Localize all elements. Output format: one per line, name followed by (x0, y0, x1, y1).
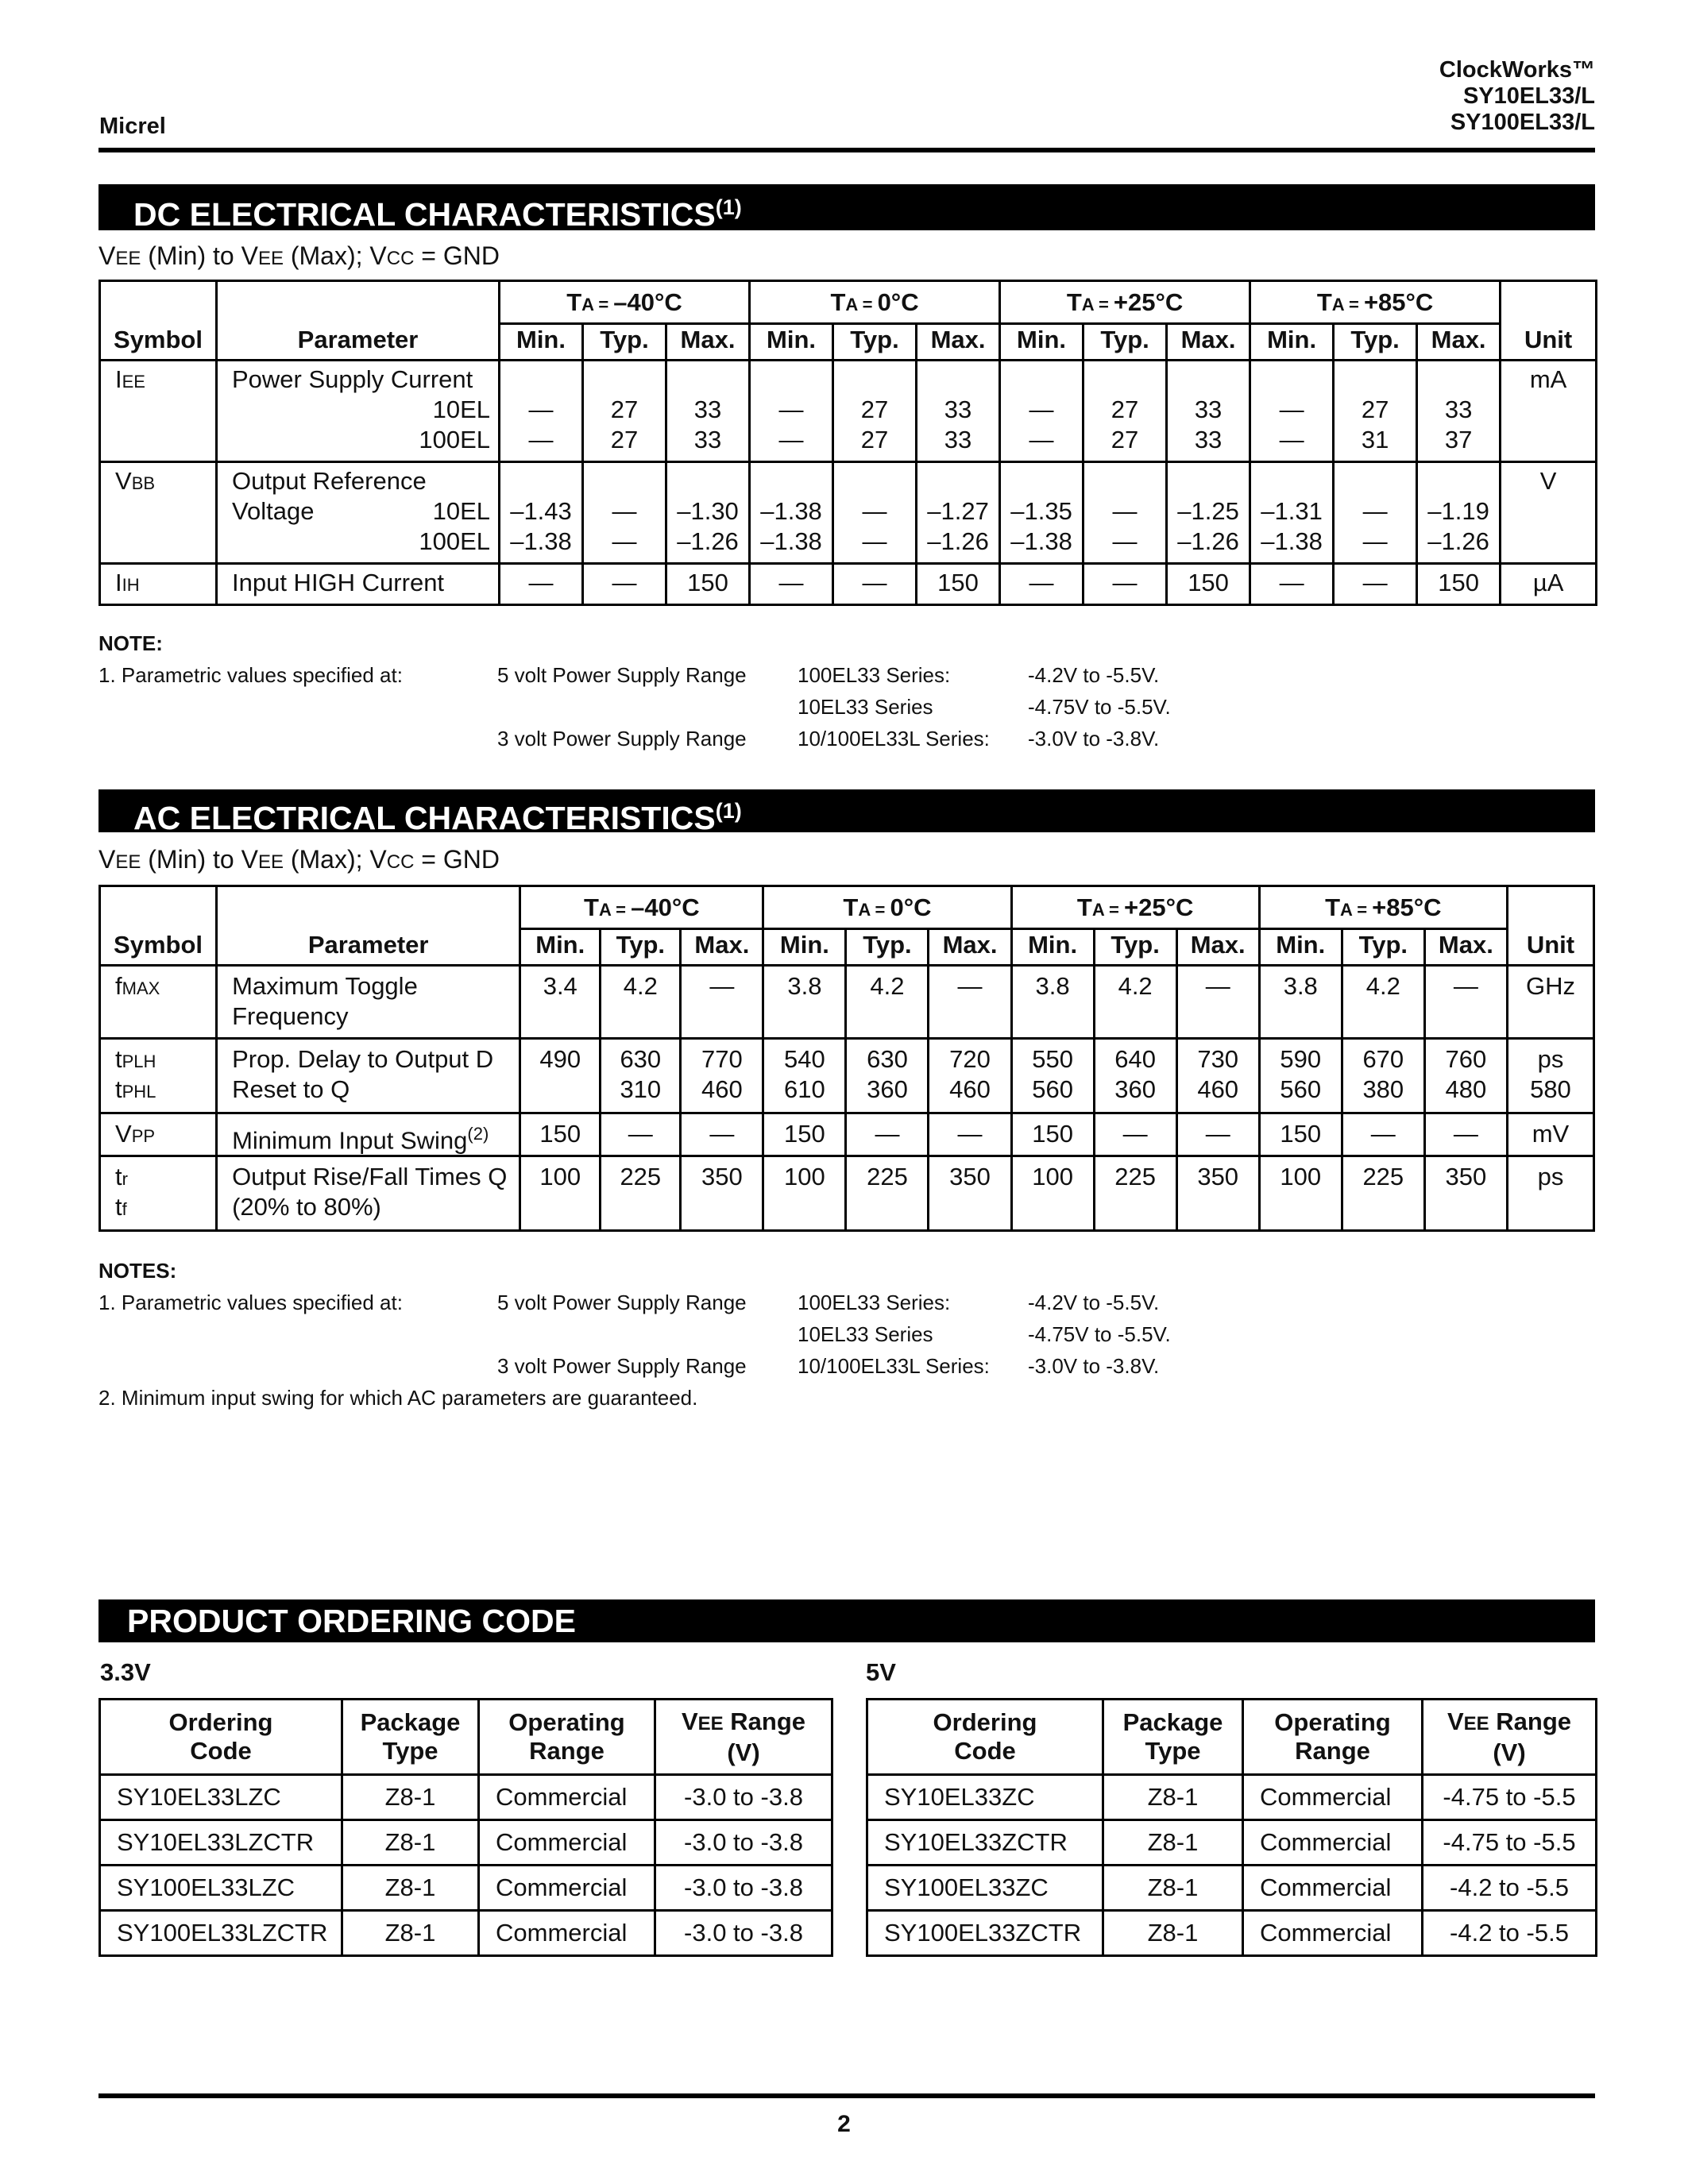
note-1: 1. Parametric values specified at: 5 volt Power Supply Range 100EL33 Series: -4.2V to -5.5V. (98, 1291, 1160, 1314)
package-type-cell: Z8-1 (342, 1866, 479, 1911)
value-cell: 150 (1259, 1113, 1342, 1156)
ordering-code-cell: SY10EL33LZC (100, 1775, 342, 1820)
value-cell: — (1176, 1113, 1259, 1156)
footer-rule (98, 2093, 1595, 2098)
col-header-parameter: Parameter (217, 281, 500, 361)
vee-range-cell: -4.75 to -5.5 (1423, 1775, 1597, 1820)
col-header-min: Min. (520, 929, 601, 966)
value-cell: –1.27 –1.26 (917, 462, 1000, 564)
value-cell: 150 (1167, 564, 1250, 605)
symbol-cell: fMAX (100, 966, 217, 1039)
value-cell: 33 37 (1417, 361, 1501, 462)
value-cell: –1.38 –1.38 (750, 462, 833, 564)
value-cell: — — (1334, 462, 1417, 564)
col-header-temperature: TA = +85°C (1250, 281, 1501, 324)
operating-range-cell: Commercial (1243, 1911, 1423, 1956)
col-header-min: Min. (1250, 324, 1334, 361)
value-cell: 27 27 (833, 361, 917, 462)
col-header-max: Max. (917, 324, 1000, 361)
ordering-code-cell: SY100EL33LZC (100, 1866, 342, 1911)
col-header-max: Max. (1424, 929, 1507, 966)
value-cell: — (750, 564, 833, 605)
value-cell: 225 (1342, 1156, 1424, 1231)
operating-range-cell: Commercial (479, 1866, 655, 1911)
col-header-typ: Typ. (1334, 324, 1417, 361)
parameter-cell: Output Rise/Fall Times Q (20% to 80%) (217, 1156, 520, 1231)
unit-cell: µA (1501, 564, 1597, 605)
value-cell: 150 (520, 1113, 601, 1156)
col-header-max: Max. (666, 324, 750, 361)
col-header-operating-range: Operating Range (1243, 1700, 1423, 1775)
value-cell: 3.8 (1259, 966, 1342, 1039)
col-header-min: Min. (1000, 324, 1083, 361)
col-header-temperature: TA = 0°C (763, 886, 1011, 929)
value-cell: 150 (763, 1113, 846, 1156)
dc-section-title: DC ELECTRICAL CHARACTERISTICS$^{(1)}$ (98, 184, 1595, 230)
value-cell: 33 33 (666, 361, 750, 462)
table-row (100, 1775, 832, 1820)
ac-characteristics-table (98, 885, 1595, 1232)
col-header-ordering-code: Ordering Code (867, 1700, 1103, 1775)
part-number-2: SY100EL33/L (1450, 110, 1595, 135)
value-cell: 100 (1259, 1156, 1342, 1231)
value-cell: 33 33 (917, 361, 1000, 462)
col-header-vee-range: VEE Range (V) (1423, 1700, 1597, 1775)
col-header-package-type: Package Type (342, 1700, 479, 1775)
header-rule (98, 148, 1595, 152)
value-cell: 760 480 (1424, 1039, 1507, 1113)
col-header-max: Max. (1176, 929, 1259, 966)
value-cell: — (1424, 1113, 1507, 1156)
operating-range-cell: Commercial (479, 1911, 655, 1956)
symbol-cell: VBB (100, 462, 217, 564)
unit-cell: mA (1501, 361, 1597, 462)
table-row (100, 1039, 1594, 1113)
table-row (867, 1866, 1597, 1911)
table-row (867, 1820, 1597, 1866)
value-cell: 350 (1176, 1156, 1259, 1231)
ordering-table-5v (866, 1698, 1597, 1957)
page-number: 2 (837, 2111, 851, 2137)
table-row (100, 1156, 1594, 1231)
value-cell: 100 (520, 1156, 601, 1231)
operating-range-cell: Commercial (1243, 1820, 1423, 1866)
col-header-temperature: TA = +85°C (1259, 886, 1507, 929)
col-header-max: Max. (1167, 324, 1250, 361)
value-cell: — — (1000, 361, 1083, 462)
table-row (100, 1911, 832, 1956)
value-cell: 4.2 (846, 966, 929, 1039)
value-cell: –1.43 –1.38 (500, 462, 583, 564)
value-cell: 27 27 (1083, 361, 1167, 462)
value-cell: — (601, 1113, 681, 1156)
ac-section-title: AC ELECTRICAL CHARACTERISTICS$^{(1)}$ (98, 789, 1595, 832)
value-cell: 730 460 (1176, 1039, 1259, 1113)
operating-range-cell: Commercial (479, 1775, 655, 1820)
value-cell: –1.35 –1.38 (1000, 462, 1083, 564)
value-cell: –1.25 –1.26 (1167, 462, 1250, 564)
value-cell: 490 (520, 1039, 601, 1113)
ordering-code-cell: SY10EL33LZCTR (100, 1820, 342, 1866)
ordering-table-3v3 (98, 1698, 833, 1957)
value-cell: 670 380 (1342, 1039, 1424, 1113)
value-cell: — (583, 564, 666, 605)
value-cell: 100 (1011, 1156, 1094, 1231)
dc-conditions: VEE (Min) to VEE (Max); VCC = GND (98, 241, 500, 270)
parameter-cell: Prop. Delay to Output D Reset to Q (217, 1039, 520, 1113)
value-cell: 27 27 (583, 361, 666, 462)
vee-range-cell: -4.2 to -5.5 (1423, 1866, 1597, 1911)
value-cell: 770 460 (681, 1039, 763, 1113)
value-cell: — (833, 564, 917, 605)
value-cell: — (1334, 564, 1417, 605)
table-row (100, 966, 1594, 1039)
table-row (100, 462, 1597, 564)
ordering-header-row (100, 1700, 832, 1775)
notes-heading: NOTE: (98, 631, 163, 655)
col-header-ordering-code: Ordering Code (100, 1700, 342, 1775)
value-cell: — — (583, 462, 666, 564)
value-cell: –1.19 –1.26 (1417, 462, 1501, 564)
value-cell: 540 610 (763, 1039, 846, 1113)
col-header-vee-range: VEE Range (V) (655, 1700, 832, 1775)
col-header-temperature: TA = +25°C (1011, 886, 1259, 929)
package-type-cell: Z8-1 (1103, 1820, 1243, 1866)
value-cell: — (929, 1113, 1011, 1156)
value-cell: 350 (1424, 1156, 1507, 1231)
col-header-typ: Typ. (583, 324, 666, 361)
value-cell: 150 (917, 564, 1000, 605)
value-cell: 225 (846, 1156, 929, 1231)
package-type-cell: Z8-1 (342, 1775, 479, 1820)
ordering-5v-label: 5V (866, 1658, 896, 1686)
value-cell: — — (1083, 462, 1167, 564)
package-type-cell: Z8-1 (342, 1820, 479, 1866)
table-row (867, 1775, 1597, 1820)
ac-notes: NOTES: 1. Parametric values specified at: 5 volt Power Supply Range 100EL33 Series: -4.2V to -5.5V. 10EL33 Series -4.75V to -5.5V. 3 volt Power Supply Range 10/100EL33L Series: -3.0V to -3.8V. 2. Minimum input swing for which AC parameters are guaranteed. (98, 1255, 1595, 1414)
value-cell: 350 (929, 1156, 1011, 1231)
symbol-cell: IIH (100, 564, 217, 605)
dc-characteristics-table (98, 280, 1597, 606)
value-cell: — (1424, 966, 1507, 1039)
value-cell: 150 (1417, 564, 1501, 605)
col-header-typ: Typ. (846, 929, 929, 966)
value-cell: — — (750, 361, 833, 462)
col-header-min: Min. (1259, 929, 1342, 966)
ordering-code-cell: SY10EL33ZCTR (867, 1820, 1103, 1866)
parameter-cell: Power Supply Current 10EL 100EL (217, 361, 500, 462)
package-type-cell: Z8-1 (1103, 1775, 1243, 1820)
parameter-cell: Minimum Input Swing$^{(2)}$ (217, 1113, 520, 1156)
parameter-cell: Input HIGH Current (217, 564, 500, 605)
value-cell: — (1250, 564, 1334, 605)
value-cell: 225 (601, 1156, 681, 1231)
value-cell: — (929, 966, 1011, 1039)
value-cell: 350 (681, 1156, 763, 1231)
value-cell: — (1094, 1113, 1176, 1156)
unit-cell: ps 580 (1507, 1039, 1593, 1113)
value-cell: — — (500, 361, 583, 462)
note-2: 2. Minimum input swing for which AC parameters are guaranteed. (98, 1386, 698, 1410)
col-header-typ: Typ. (833, 324, 917, 361)
value-cell: 4.2 (1094, 966, 1176, 1039)
value-cell: — (1176, 966, 1259, 1039)
value-cell: — (681, 1113, 763, 1156)
product-family: ClockWorks™ (1439, 57, 1595, 83)
value-cell: — (1000, 564, 1083, 605)
value-cell: 27 31 (1334, 361, 1417, 462)
value-cell: 3.8 (1011, 966, 1094, 1039)
ordering-header-row (867, 1700, 1597, 1775)
symbol-cell: VPP (100, 1113, 217, 1156)
ordering-section-title: PRODUCT ORDERING CODE (98, 1599, 1595, 1642)
vee-range-cell: -4.2 to -5.5 (1423, 1911, 1597, 1956)
table-row (100, 1113, 1594, 1156)
value-cell: –1.30 –1.26 (666, 462, 750, 564)
table-row (100, 1866, 832, 1911)
value-cell: 3.4 (520, 966, 601, 1039)
col-header-max: Max. (929, 929, 1011, 966)
header-right (1439, 57, 1595, 136)
col-header-min: Min. (500, 324, 583, 361)
value-cell: 150 (1011, 1113, 1094, 1156)
value-cell: –1.31 –1.38 (1250, 462, 1334, 564)
value-cell: 33 33 (1167, 361, 1250, 462)
col-header-min: Min. (763, 929, 846, 966)
unit-cell: V (1501, 462, 1597, 564)
value-cell: 590 560 (1259, 1039, 1342, 1113)
ordering-code-cell: SY100EL33ZCTR (867, 1911, 1103, 1956)
col-header-symbol: Symbol (100, 281, 217, 361)
package-type-cell: Z8-1 (1103, 1911, 1243, 1956)
vee-range-cell: -3.0 to -3.8 (655, 1911, 832, 1956)
vee-range-cell: -3.0 to -3.8 (655, 1775, 832, 1820)
col-header-max: Max. (681, 929, 763, 966)
table-row (100, 361, 1597, 462)
col-header-typ: Typ. (1342, 929, 1424, 966)
ordering-code-cell: SY100EL33LZCTR (100, 1911, 342, 1956)
operating-range-cell: Commercial (1243, 1866, 1423, 1911)
col-header-parameter: Parameter (217, 886, 520, 966)
vee-range-cell: -4.75 to -5.5 (1423, 1820, 1597, 1866)
value-cell: — (500, 564, 583, 605)
value-cell: 630 310 (601, 1039, 681, 1113)
col-header-typ: Typ. (601, 929, 681, 966)
col-header-max: Max. (1417, 324, 1501, 361)
notes-heading: NOTES: (98, 1259, 177, 1283)
parameter-cell: Maximum Toggle Frequency (217, 966, 520, 1039)
symbol-cell: tr tf (100, 1156, 217, 1231)
symbol-cell: tPLH tPHL (100, 1039, 217, 1113)
ac-conditions: VEE (Min) to VEE (Max); VCC = GND (98, 845, 500, 874)
value-cell: 630 360 (846, 1039, 929, 1113)
value-cell: 640 360 (1094, 1039, 1176, 1113)
col-header-symbol: Symbol (100, 886, 217, 966)
value-cell: — (681, 966, 763, 1039)
dc-notes: NOTE: 1. Parametric values specified at: 5 volt Power Supply Range 100EL33 Series: -4.2V to -5.5V. 10EL33 Series -4.75V to -5.5V. 3 volt Power Supply Range 10/100EL33L Series: -3.0V to -3.8V. (98, 627, 1595, 754)
value-cell: 3.8 (763, 966, 846, 1039)
col-header-temperature: TA = +25°C (1000, 281, 1250, 324)
value-cell: — (1083, 564, 1167, 605)
part-number-1: SY10EL33/L (1462, 83, 1595, 109)
package-type-cell: Z8-1 (342, 1911, 479, 1956)
value-cell: 4.2 (601, 966, 681, 1039)
value-cell: — (846, 1113, 929, 1156)
col-header-temperature: TA = 0°C (750, 281, 1000, 324)
operating-range-cell: Commercial (1243, 1775, 1423, 1820)
symbol-cell: IEE (100, 361, 217, 462)
unit-cell: GHz (1507, 966, 1593, 1039)
col-header-temperature: TA = –40°C (520, 886, 763, 929)
col-header-typ: Typ. (1094, 929, 1176, 966)
col-header-package-type: Package Type (1103, 1700, 1243, 1775)
note-1: 1. Parametric values specified at: 5 volt Power Supply Range 100EL33 Series: -4.2V to -5.5V. (98, 663, 1160, 687)
value-cell: 150 (666, 564, 750, 605)
parameter-cell: Output Reference Voltage 10EL 100EL (217, 462, 500, 564)
value-cell: — (1342, 1113, 1424, 1156)
ordering-3v3-label: 3.3V (100, 1658, 151, 1686)
table-row (100, 564, 1597, 605)
vee-range-cell: -3.0 to -3.8 (655, 1820, 832, 1866)
table-row (867, 1911, 1597, 1956)
value-cell: — — (833, 462, 917, 564)
unit-cell: ps (1507, 1156, 1593, 1231)
value-cell: — — (1250, 361, 1334, 462)
col-header-min: Min. (750, 324, 833, 361)
company-name: Micrel (99, 114, 166, 139)
col-header-min: Min. (1011, 929, 1094, 966)
value-cell: 225 (1094, 1156, 1176, 1231)
operating-range-cell: Commercial (479, 1820, 655, 1866)
col-header-unit: Unit (1507, 886, 1593, 966)
col-header-temperature: TA = –40°C (500, 281, 750, 324)
col-header-typ: Typ. (1083, 324, 1167, 361)
value-cell: 550 560 (1011, 1039, 1094, 1113)
col-header-unit: Unit (1501, 281, 1597, 361)
ordering-code-cell: SY10EL33ZC (867, 1775, 1103, 1820)
value-cell: 720 460 (929, 1039, 1011, 1113)
ordering-code-cell: SY100EL33ZC (867, 1866, 1103, 1911)
unit-cell: mV (1507, 1113, 1593, 1156)
value-cell: 100 (763, 1156, 846, 1231)
table-row (100, 1820, 832, 1866)
col-header-operating-range: Operating Range (479, 1700, 655, 1775)
vee-range-cell: -3.0 to -3.8 (655, 1866, 832, 1911)
package-type-cell: Z8-1 (1103, 1866, 1243, 1911)
value-cell: 4.2 (1342, 966, 1424, 1039)
